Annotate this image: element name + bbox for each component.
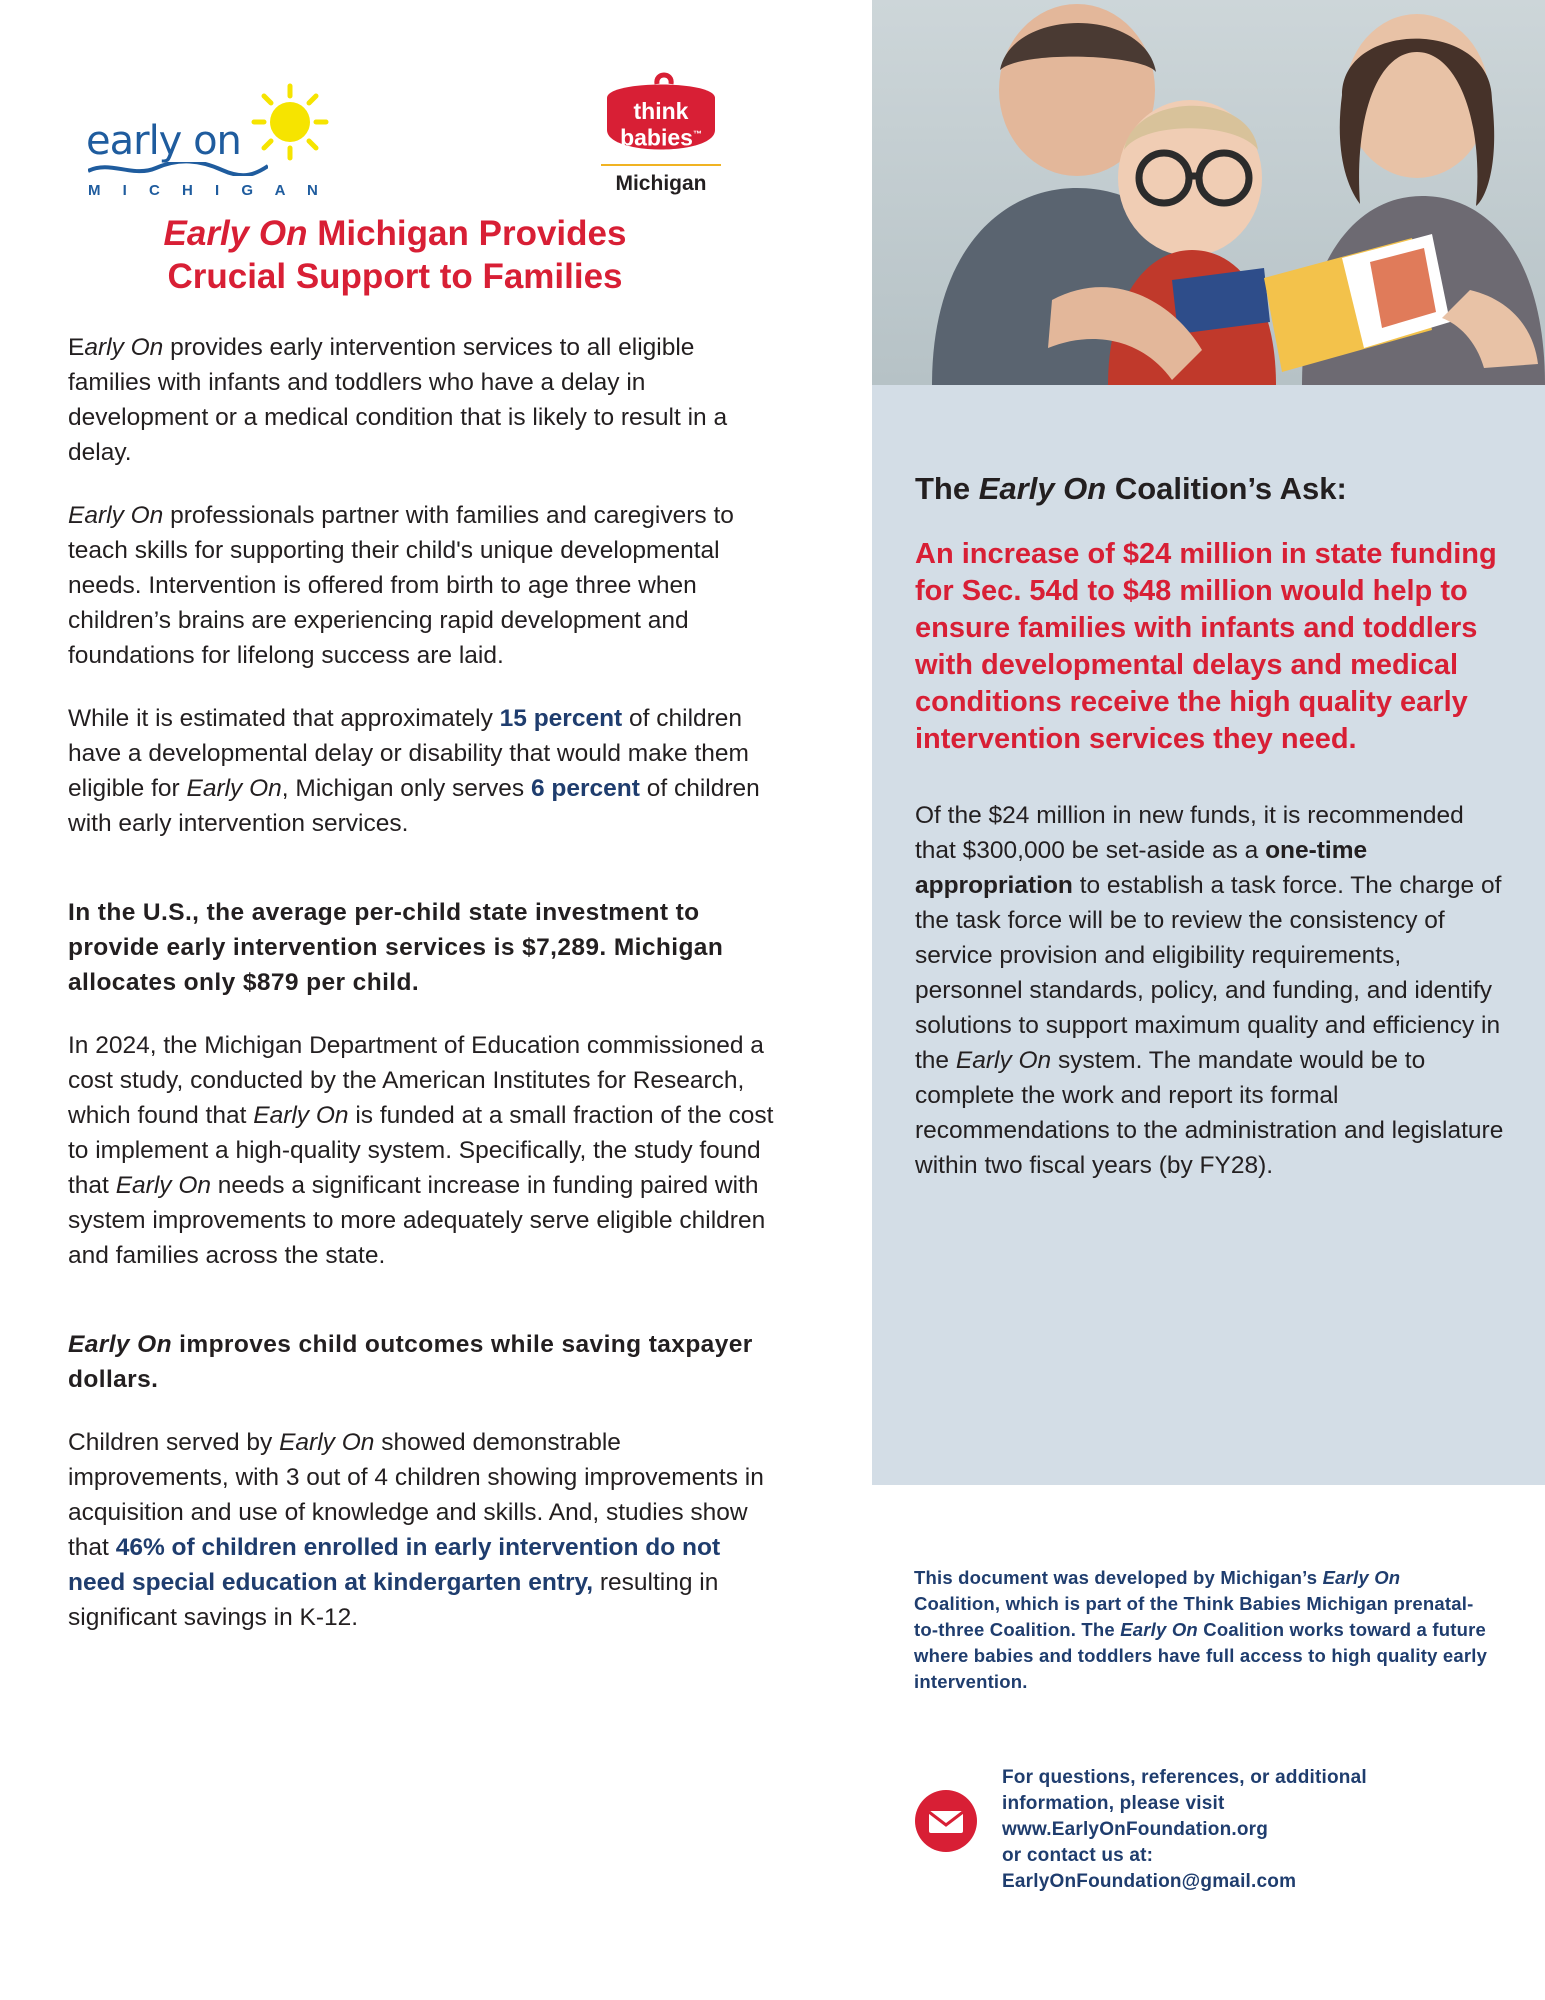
trademark-symbol: ™ bbox=[692, 129, 702, 139]
ask-title-a: The bbox=[915, 471, 979, 506]
paragraph-1 bbox=[68, 330, 780, 470]
contact-line-4: or contact us at: bbox=[1002, 1845, 1154, 1866]
contact-website-link[interactable]: www.EarlyOnFoundation.org bbox=[1002, 1819, 1269, 1840]
page-title bbox=[0, 212, 790, 298]
think-babies-state-label: Michigan bbox=[615, 172, 707, 195]
paragraph-2 bbox=[68, 498, 780, 673]
right-column bbox=[872, 0, 1545, 2000]
credit-a: This document was developed by Michigan’s bbox=[914, 1567, 1323, 1588]
note-bold: one-time appropriation bbox=[915, 837, 1368, 899]
p5-a: Children served by bbox=[68, 1429, 280, 1456]
document-credit bbox=[914, 1565, 1489, 1695]
credit-italic-2: Early On bbox=[1120, 1619, 1198, 1640]
early-on-state-label: M I C H I G A N bbox=[88, 182, 327, 199]
p2-italic: Early On bbox=[68, 502, 164, 529]
left-body-text bbox=[68, 330, 780, 1663]
spacer bbox=[68, 869, 780, 895]
babies-label: babies bbox=[620, 124, 693, 151]
note-a: Of the $24 million in new funds, it is recommended that $300,000 be set-aside as a bbox=[915, 802, 1464, 864]
p4-a: In 2024, the Michigan Department of Education commissioned a cost study, conducted by the American Institutes for Research, which found that bbox=[68, 1032, 764, 1129]
coalition-ask-detail bbox=[915, 798, 1507, 1183]
subheading-outcomes-rest: improves child outcomes while saving taxpayer dollars. bbox=[68, 1331, 753, 1393]
note-c: system. The mandate would be to complete the work and report its formal recommendations to the administration and legislature within two fiscal years (by FY28). bbox=[915, 1047, 1504, 1179]
page-title-line2: Crucial Support to Families bbox=[167, 257, 623, 296]
photo-illustration bbox=[872, 0, 1545, 385]
p3-d: of children with early intervention services. bbox=[68, 775, 760, 837]
subheading-investment: In the U.S., the average per-child state investment to provide early intervention services is $7,289. Michigan allocates only $879 per child. bbox=[68, 899, 724, 996]
note-b: to establish a task force. The charge of the task force will be to review the consistency of service provision and eligibility requirements, personnel standards, policy, and funding, and identify solutions to support maximum quality and efficiency in the bbox=[915, 872, 1502, 1074]
coalition-ask-panel bbox=[872, 385, 1545, 1485]
p3-b: of children have a developmental delay or disability that would make them eligible for bbox=[68, 705, 749, 802]
page-title-italic: Early On bbox=[163, 214, 308, 253]
sun-icon bbox=[246, 78, 330, 162]
paragraph-5 bbox=[68, 1425, 780, 1635]
p4-b: is funded at a small fraction of the cost to implement a high-quality system. Specifically, the study found that bbox=[68, 1102, 774, 1199]
contact-email-link[interactable]: EarlyOnFoundation@gmail.com bbox=[1002, 1871, 1297, 1892]
subheading-outcomes-italic: Early On bbox=[68, 1331, 172, 1358]
paragraph-4 bbox=[68, 1028, 780, 1273]
note-italic: Early On bbox=[955, 1047, 1052, 1074]
p5-b: showed demonstrable improvements, with 3 out of 4 children showing improvements in acquisition and use of knowledge and skills. And, studies show that bbox=[68, 1429, 764, 1561]
p3-a: While it is estimated that approximately bbox=[68, 705, 500, 732]
p5-stat-46-percent: 46% of children enrolled in early intervention do not need special education at kindergarten entry, bbox=[68, 1534, 721, 1596]
subheading-outcomes bbox=[68, 1327, 780, 1397]
p1-rest: provides early intervention services to all eligible families with infants and toddlers who have a delay in development or a medical condition that is likely to result in a delay. bbox=[68, 334, 728, 466]
ask-title-italic: Early On bbox=[978, 471, 1107, 506]
coalition-ask-title bbox=[915, 470, 1507, 508]
p1-italic: arly On bbox=[84, 334, 164, 361]
credit-italic-1: Early On bbox=[1322, 1567, 1401, 1588]
contact-block bbox=[914, 1765, 1514, 1895]
p3-stat-6-percent: 6 percent bbox=[530, 775, 640, 802]
logo-divider bbox=[601, 164, 721, 166]
coalition-ask-content bbox=[915, 470, 1507, 1183]
p3-italic: Early On bbox=[186, 775, 282, 802]
page-title-rest: Michigan Provides bbox=[307, 214, 627, 253]
spacer bbox=[68, 1301, 780, 1327]
think-babies-michigan-logo bbox=[575, 60, 745, 200]
credit-b: Coalition, which is part of the Think Babies Michigan prenatal-to-three Coalition. The bbox=[914, 1593, 1474, 1640]
p1-lead: E bbox=[68, 334, 85, 361]
wave-icon bbox=[88, 162, 268, 176]
p3-stat-15-percent: 15 percent bbox=[499, 705, 623, 732]
logo-row bbox=[0, 30, 872, 199]
p5-italic: Early On bbox=[279, 1429, 375, 1456]
early-on-michigan-logo bbox=[78, 70, 328, 199]
p4-c: needs a significant increase in funding paired with system improvements to more adequately serve eligible children and families across the state. bbox=[68, 1172, 766, 1269]
p2-rest: professionals partner with families and caregivers to teach skills for supporting their child's unique developmental needs. Intervention is offered from birth to age three when children’s brains are experiencing rapid development and foundations for lifelong success are laid. bbox=[68, 502, 734, 669]
early-on-wordmark: early on bbox=[86, 118, 241, 164]
family-reading-photo bbox=[872, 0, 1545, 385]
contact-line-1: For questions, references, or additional bbox=[1002, 1767, 1367, 1788]
credit-c: Coalition works toward a future where babies and toddlers have full access to high quality early intervention. bbox=[914, 1619, 1488, 1692]
think-label: think bbox=[633, 98, 689, 124]
p4-italic-2: Early On bbox=[115, 1172, 211, 1199]
contact-text bbox=[1002, 1765, 1367, 1895]
p5-c: resulting in significant savings in K-12. bbox=[68, 1569, 719, 1631]
ask-title-b: Coalition’s Ask: bbox=[1106, 471, 1347, 506]
contact-line-2: information, please visit bbox=[1002, 1793, 1225, 1814]
paragraph-3 bbox=[68, 701, 780, 841]
envelope-icon[interactable] bbox=[914, 1789, 978, 1853]
p3-c: , Michigan only serves bbox=[281, 775, 531, 802]
p4-italic-1: Early On bbox=[253, 1102, 349, 1129]
think-babies-wordmark bbox=[575, 100, 747, 150]
coalition-ask-statement: An increase of $24 million in state funding for Sec. 54d to $48 million would help to ensure families with infants and toddlers with developmental delays and medical conditions receive the high quality early intervention services they need. bbox=[915, 538, 1497, 755]
